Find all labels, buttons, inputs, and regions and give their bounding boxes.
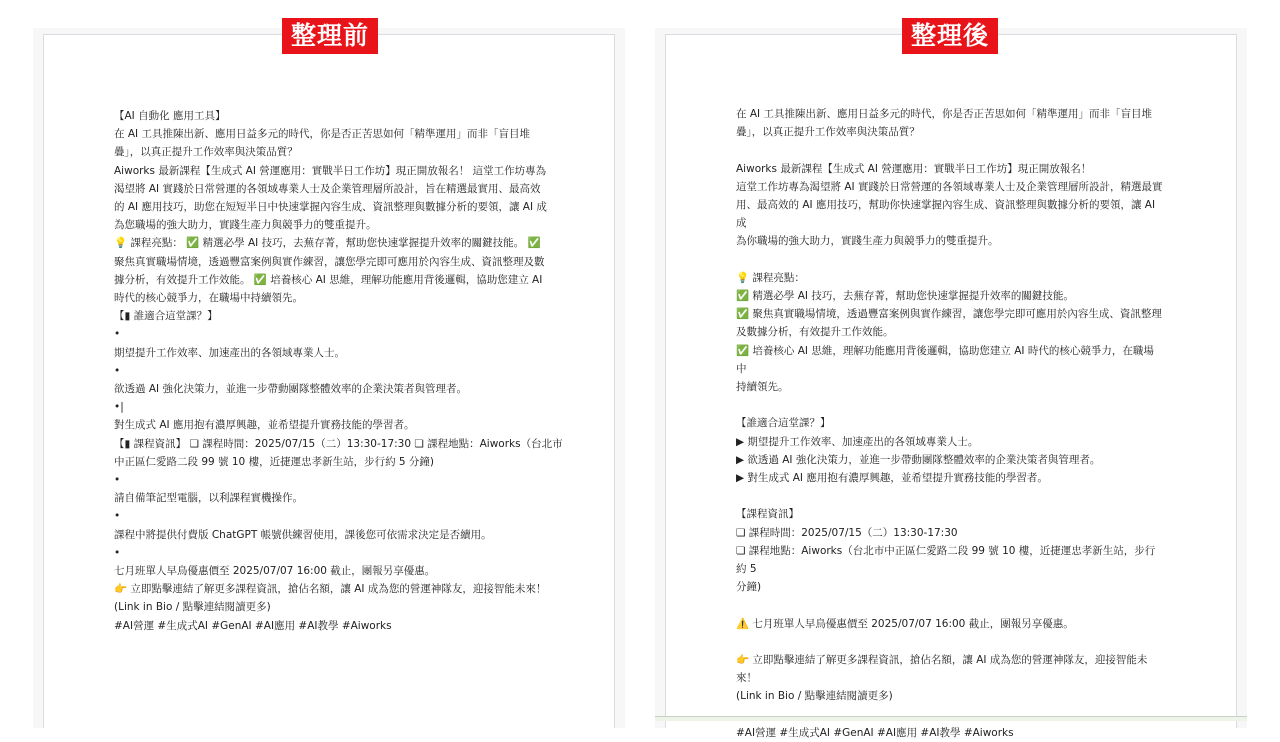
text-line: 用、最高效的 AI 應用技巧，幫助你快速掌握內容生成、資訊整理與數據分析的要領，讓 AI 成 xyxy=(736,199,1156,230)
text-line: 【課程資訊】 xyxy=(736,508,799,521)
blank-line xyxy=(736,596,1164,614)
text-line: •| xyxy=(114,401,124,414)
text-line: 期望提升工作效率、加速產出的各領域專業人士。 xyxy=(114,346,345,359)
text-line: 據分析，有效提升工作效能。 ✅ 培養核心 AI 思維，理解功能應用背後邏輯，協助您建立 AI xyxy=(114,273,543,286)
text-line: 七月班單人早鳥優惠價至 2025/07/07 16:00 截止，團報另享優惠。 xyxy=(114,565,436,578)
after-document-page xyxy=(665,34,1237,739)
text-line: • xyxy=(114,510,121,523)
after-label: 整理後 xyxy=(902,18,998,54)
text-line: (Link in Bio / 點擊連結閱讀更多) xyxy=(736,690,893,703)
text-line: 👉 立即點擊連結了解更多課程資訊，搶佔名額，讓 AI 成為您的營運神隊友，迎接智能未來！ xyxy=(736,654,1148,685)
text-line: ❏ 課程地點：Aiworks（台北市中正區仁愛路二段 99 號 10 樓，近捷運忠孝新生站，步行約 5 xyxy=(736,544,1156,576)
text-line: ✅ 聚焦真實職場情境，透過豐富案例與實作練習，讓您學完即可應用於內容生成、資訊整理 xyxy=(736,308,1162,321)
text-line: 分鐘) xyxy=(736,581,762,594)
before-document-text xyxy=(114,107,564,635)
text-line: 【▮ 課程資訊】 ❏ 課程時間：2025/07/15（二）13:30-17:30 ❏ 課程地點：Aiworks（台北市 xyxy=(114,437,563,450)
text-line: 這堂工作坊專為渴望將 AI 實踐於日常營運的各領域專業人士及企業管理層所設計，精選最實 xyxy=(736,180,1163,193)
text-line: 聚焦真實職場情境，透過豐富案例與實作練習，讓您學完即可應用於內容生成、資訊整理及數 xyxy=(114,255,545,268)
text-line: ❏ 課程時間：2025/07/15（二）13:30-17:30 xyxy=(736,526,958,539)
text-line: 💡 課程亮點： xyxy=(736,271,805,284)
text-line: ▶ 對生成式 AI 應用抱有濃厚興趣，並希望提升實務技能的學習者。 xyxy=(736,472,1048,485)
text-line: Aiworks 最新課程【生成式 AI 營運應用：實戰半日工作坊】現正開放報名！ 這堂工作坊專為 xyxy=(114,164,547,177)
text-line: 欲透過 AI 強化決策力，並進一步帶動團隊整體效率的企業決策者與管理者。 xyxy=(114,383,467,396)
text-line: 渴望將 AI 實踐於日常營運的各領域專業人士及企業管理層所設計，旨在精選最實用、最高效 xyxy=(114,182,541,195)
text-line: 為你職場的強大助力，實踐生產力與競爭力的雙重提升。 xyxy=(736,235,999,248)
text-line: 時代的核心競爭力，在職場中持續領先。 xyxy=(114,292,303,305)
text-line: 課程中將提供付費版 ChatGPT 帳號供練習使用，課後您可依需求決定是否續用。 xyxy=(114,528,492,541)
selection-bar xyxy=(655,716,1247,721)
text-line: 中正區仁愛路二段 99 號 10 樓，近捷運忠孝新生站，步行約 5 分鐘) xyxy=(114,455,435,468)
blank-line xyxy=(736,251,1164,269)
text-line: 的 AI 應用技巧，助您在短短半日中快速掌握內容生成、資訊整理與數據分析的要領，讓 AI 成 xyxy=(114,201,547,214)
after-panel xyxy=(655,28,1247,739)
blank-line xyxy=(736,487,1164,505)
text-line: 及數據分析，有效提升工作效能。 xyxy=(736,326,894,339)
blank-line xyxy=(736,633,1164,651)
after-document-text xyxy=(736,105,1164,742)
text-line: 對生成式 AI 應用抱有濃厚興趣，並希望提升實務技能的學習者。 xyxy=(114,419,415,432)
text-line: 持續領先。 xyxy=(736,381,789,394)
text-line: ⚠️ 七月班單人早鳥優惠價至 2025/07/07 16:00 截止，團報另享優惠。 xyxy=(736,617,1074,630)
text-line: (Link in Bio / 點擊連結閱讀更多) xyxy=(114,601,271,614)
before-panel xyxy=(33,28,625,728)
text-line: #AI營運 #生成式AI #GenAI #AI應用 #AI教學 #Aiworks xyxy=(114,619,392,632)
text-line: ✅ 精選必學 AI 技巧，去蕪存菁，幫助您快速掌握提升效率的關鍵技能。 xyxy=(736,290,1074,302)
blank-line xyxy=(736,141,1164,159)
text-line: 💡 課程亮點： ✅ 精選必學 AI 技巧，去蕪存菁，幫助您快速掌握提升效率的關鍵技能。 ✅ xyxy=(114,237,541,250)
blank-line xyxy=(736,706,1164,724)
before-label: 整理前 xyxy=(282,18,378,54)
text-line: ✅ 培養核心 AI 思維，理解功能應用背後邏輯，協助您建立 AI 時代的核心競爭力，在職場中 xyxy=(736,344,1154,375)
text-line: 【誰適合這堂課？】 xyxy=(736,417,831,430)
blank-line xyxy=(736,396,1164,414)
text-line: • xyxy=(114,328,121,341)
before-document-page xyxy=(43,34,615,728)
text-line: 疊」，以真正提升工作效率與決策品質？ xyxy=(114,146,298,159)
text-line: 請自備筆記型電腦，以利課程實機操作。 xyxy=(114,492,303,505)
text-line: ▶ 欲透過 AI 強化決策力，並進一步帶動團隊整體效率的企業決策者與管理者。 xyxy=(736,453,1101,466)
text-line: • xyxy=(114,546,121,559)
text-line: 👉 立即點擊連結了解更多課程資訊，搶佔名額，讓 AI 成為您的營運神隊友，迎接智能未來！ xyxy=(114,583,547,596)
text-line: 【AI 自動化 應用工具】 xyxy=(114,110,226,122)
text-line: 【▮ 誰適合這堂課？】 xyxy=(114,310,218,323)
text-line: #AI營運 #生成式AI #GenAI #AI應用 #AI教學 #Aiworks xyxy=(736,726,1014,739)
text-line: • xyxy=(114,364,121,377)
text-line: 為您職場的強大助力，實踐生產力與競爭力的雙重提升。 xyxy=(114,219,377,232)
text-line: 疊」，以真正提升工作效率與決策品質？ xyxy=(736,126,920,139)
text-line: ▶ 期望提升工作效率、加速產出的各領域專業人士。 xyxy=(736,435,979,448)
text-line: 在 AI 工具推陳出新、應用日益多元的時代，你是否正苦思如何「精準運用」而非「盲目堆 xyxy=(114,128,530,141)
text-line: • xyxy=(114,474,121,487)
text-line: 在 AI 工具推陳出新、應用日益多元的時代，你是否正苦思如何「精準運用」而非「盲目堆 xyxy=(736,108,1152,120)
text-line: Aiworks 最新課程【生成式 AI 營運應用：實戰半日工作坊】現正開放報名！ xyxy=(736,162,1092,175)
